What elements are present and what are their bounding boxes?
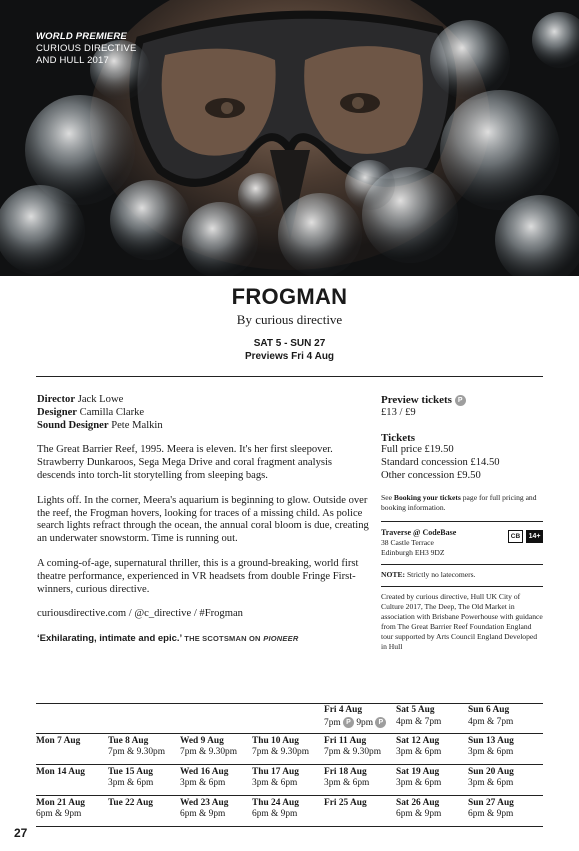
credit-role: Director xyxy=(37,394,76,405)
schedule-cell xyxy=(108,703,180,733)
schedule-cell xyxy=(324,703,396,733)
press-quote xyxy=(37,633,372,646)
schedule-row xyxy=(36,764,543,795)
preview-badge-icon: P xyxy=(455,395,466,406)
schedule-row xyxy=(36,703,543,733)
schedule-day: Mon 14 Aug xyxy=(36,766,85,777)
schedule-cell xyxy=(180,733,252,764)
price-standard: Standard concession £14.50 xyxy=(381,457,500,469)
schedule-day: Sat 12 Aug xyxy=(396,735,440,746)
schedule-cell xyxy=(396,733,468,764)
schedule-cell xyxy=(252,764,324,795)
booking-link[interactable]: Booking your tickets xyxy=(393,492,461,502)
company-label: CURIOUS DIRECTIVE xyxy=(36,43,137,54)
schedule-day: Sun 6 Aug xyxy=(468,705,510,715)
schedule-cell xyxy=(36,795,108,826)
schedule-day: Fri 11 Aug xyxy=(324,735,367,746)
schedule-day: Sun 13 Aug xyxy=(468,735,514,746)
divider-top xyxy=(36,376,543,377)
note-text: Strictly no latecomers. xyxy=(405,569,476,579)
venue-address-1: 38 Castle Terrace xyxy=(381,537,434,547)
schedule-day: Thu 17 Aug xyxy=(252,766,299,777)
age-rating-badge: 14+ xyxy=(526,530,543,543)
schedule-time: 3pm & 6pm xyxy=(396,778,442,788)
social-links[interactable]: curiousdirective.com / @c_directive / #Frogman xyxy=(37,608,243,620)
schedule-time: 3pm & 6pm xyxy=(180,778,226,788)
schedule-day: Mon 21 Aug xyxy=(36,797,85,808)
schedule-time: 3pm & 6pm xyxy=(468,747,514,757)
schedule-time: 7pm & 9.30pm xyxy=(180,747,238,757)
note-label: NOTE: xyxy=(381,569,406,579)
schedule-cell xyxy=(108,733,180,764)
show-byline: By curious directive xyxy=(236,312,343,327)
schedule-cell xyxy=(252,795,324,826)
schedule-time: 7pm & 9.30pm xyxy=(108,747,166,757)
performance-schedule xyxy=(36,703,543,827)
venue-address-2: Edinburgh EH3 9DZ xyxy=(381,547,445,557)
quote-text: ‘Exhilarating, intimate and epic.’ xyxy=(37,633,182,645)
hero-tagline xyxy=(36,31,137,67)
schedule-day: Thu 10 Aug xyxy=(252,735,299,746)
synopsis-paragraph: Lights off. In the corner, Meera's aquarium is beginning to glow. Outside over the reef, the Frogman hovers, looking for traces of a missing child. As police search lights refract through the ocean, the annual coral bloom is due, creating an underwater snowstorm. Time is running out. xyxy=(37,494,369,545)
schedule-cell xyxy=(468,703,543,733)
venue xyxy=(381,528,543,558)
hero-image xyxy=(0,0,579,276)
schedule-cell xyxy=(468,764,543,795)
divider xyxy=(381,564,543,565)
page-number: 27 xyxy=(14,826,28,840)
booking-note-pre: See xyxy=(381,492,394,502)
credits xyxy=(37,394,372,432)
credit-role: Designer xyxy=(37,406,78,418)
schedule-cell xyxy=(108,795,180,826)
schedule-day: Sat 5 Aug xyxy=(396,705,435,715)
schedule-time: 3pm & 6pm xyxy=(468,778,514,788)
show-title: FROGMAN xyxy=(231,284,348,309)
quote-source: THE SCOTSMAN ON xyxy=(184,634,261,644)
schedule-day: Fri 25 Aug xyxy=(324,797,367,808)
latecomers-note xyxy=(381,570,543,580)
time-a: 7pm xyxy=(324,717,341,728)
schedule-day: Sun 20 Aug xyxy=(468,766,514,777)
schedule-cell xyxy=(396,764,468,795)
schedule-cell xyxy=(36,764,108,795)
schedule-time xyxy=(324,717,396,730)
credit-name: Pete Malkin xyxy=(111,419,163,431)
schedule-time: 6pm & 9pm xyxy=(180,809,226,819)
preview-badge-icon: P xyxy=(375,717,386,728)
time-b: 9pm xyxy=(356,717,374,728)
schedule-cell xyxy=(180,703,252,733)
schedule-time: 3pm & 6pm xyxy=(396,747,442,757)
preview-badge-icon: P xyxy=(343,717,354,728)
schedule-cell xyxy=(324,733,396,764)
synopsis-paragraph: A coming-of-age, supernatural thriller, this is a ground-breaking, world first theatre performance, experienced in VR headsets from double Fringe First-winners, curious directive. xyxy=(37,557,359,595)
price-full: Full price £19.50 xyxy=(381,444,454,456)
schedule-cell xyxy=(180,764,252,795)
schedule-day: Tue 22 Aug xyxy=(108,797,153,808)
tickets-heading: Tickets xyxy=(381,431,416,444)
preview-tickets-heading xyxy=(381,394,543,407)
venue-badges xyxy=(508,530,543,543)
schedule-time: 6pm & 9pm xyxy=(252,809,298,819)
venue-name: Traverse @ CodeBase xyxy=(381,527,457,537)
show-description xyxy=(37,394,372,658)
price-other: Other concession £9.50 xyxy=(381,469,481,481)
schedule-cell xyxy=(396,795,468,826)
schedule-time: 3pm & 6pm xyxy=(324,778,370,788)
schedule-time: 3pm & 6pm xyxy=(108,778,154,788)
preview-tickets-label: Preview tickets xyxy=(381,394,452,406)
schedule-cell xyxy=(252,733,324,764)
schedule-time: 6pm & 9pm xyxy=(468,809,514,819)
schedule-cell xyxy=(252,703,324,733)
partner-label: AND HULL 2017 xyxy=(36,55,110,66)
schedule-time: 4pm & 7pm xyxy=(396,716,442,727)
schedule-day: Sun 27 Aug xyxy=(468,797,514,808)
schedule-day: Wed 16 Aug xyxy=(180,766,229,777)
schedule-row xyxy=(36,795,543,826)
schedule-day: Sat 19 Aug xyxy=(396,766,440,777)
schedule-day: Mon 7 Aug xyxy=(36,735,81,746)
schedule-day: Tue 8 Aug xyxy=(108,735,149,746)
schedule-day: Wed 23 Aug xyxy=(180,797,229,808)
schedule-cell xyxy=(36,703,108,733)
schedule-time: 3pm & 6pm xyxy=(252,778,298,788)
schedule-day: Fri 18 Aug xyxy=(324,766,367,777)
schedule-time: 4pm & 7pm xyxy=(468,716,514,727)
booking-note xyxy=(381,493,543,513)
credit-name: Camilla Clarke xyxy=(79,406,145,418)
booking-note-post: page for full pricing and booking information. xyxy=(381,492,537,512)
schedule-cell xyxy=(324,764,396,795)
world-premiere-label: WORLD PREMIERE xyxy=(36,31,127,42)
schedule-time: 7pm & 9.30pm xyxy=(252,747,310,757)
schedule-cell xyxy=(108,764,180,795)
credit-role: Sound Designer xyxy=(37,419,109,431)
divider xyxy=(381,521,543,522)
schedule-time: 6pm & 9pm xyxy=(396,809,442,819)
divider xyxy=(381,586,543,587)
schedule-day: Thu 24 Aug xyxy=(252,797,299,808)
ticket-info xyxy=(381,394,543,652)
preview-price: £13 / £9 xyxy=(381,406,416,418)
production-credits: Created by curious directive, Hull UK City of Culture 2017, The Deep, The Old Market in association with Brisbane Powerhouse with guidance from The Great Barrier Reef Foundation England tour supported by Arts Council England Developed in Hull xyxy=(381,591,543,651)
schedule-cell xyxy=(324,795,396,826)
schedule-cell xyxy=(396,703,468,733)
schedule-time: 6pm & 9pm xyxy=(36,809,82,819)
schedule-time: 7pm & 9.30pm xyxy=(324,747,382,757)
credit-name: Jack Lowe xyxy=(77,394,124,405)
quote-source-title: PIONEER xyxy=(263,634,299,644)
schedule-day: Wed 9 Aug xyxy=(180,735,224,746)
synopsis-paragraph: The Great Barrier Reef, 1995. Meera is eleven. It's her first sleepover. Strawberry Dunkaroos, Sega Mega Drive and coral fragment analysis descends into torch-lit storytelling from sleeping bags. xyxy=(37,444,333,481)
schedule-day: Sat 26 Aug xyxy=(396,797,440,808)
schedule-cell xyxy=(180,795,252,826)
run-dates: SAT 5 - SUN 27 xyxy=(253,338,326,349)
schedule-row xyxy=(36,733,543,764)
schedule-day: Tue 15 Aug xyxy=(108,766,153,777)
preview-dates: Previews Fri 4 Aug xyxy=(244,351,335,362)
schedule-day: Fri 4 Aug xyxy=(324,705,363,715)
schedule-cell xyxy=(468,795,543,826)
show-dates xyxy=(0,337,579,363)
schedule-cell xyxy=(468,733,543,764)
codebase-badge-icon: CB xyxy=(508,530,523,543)
schedule-cell xyxy=(36,733,108,764)
